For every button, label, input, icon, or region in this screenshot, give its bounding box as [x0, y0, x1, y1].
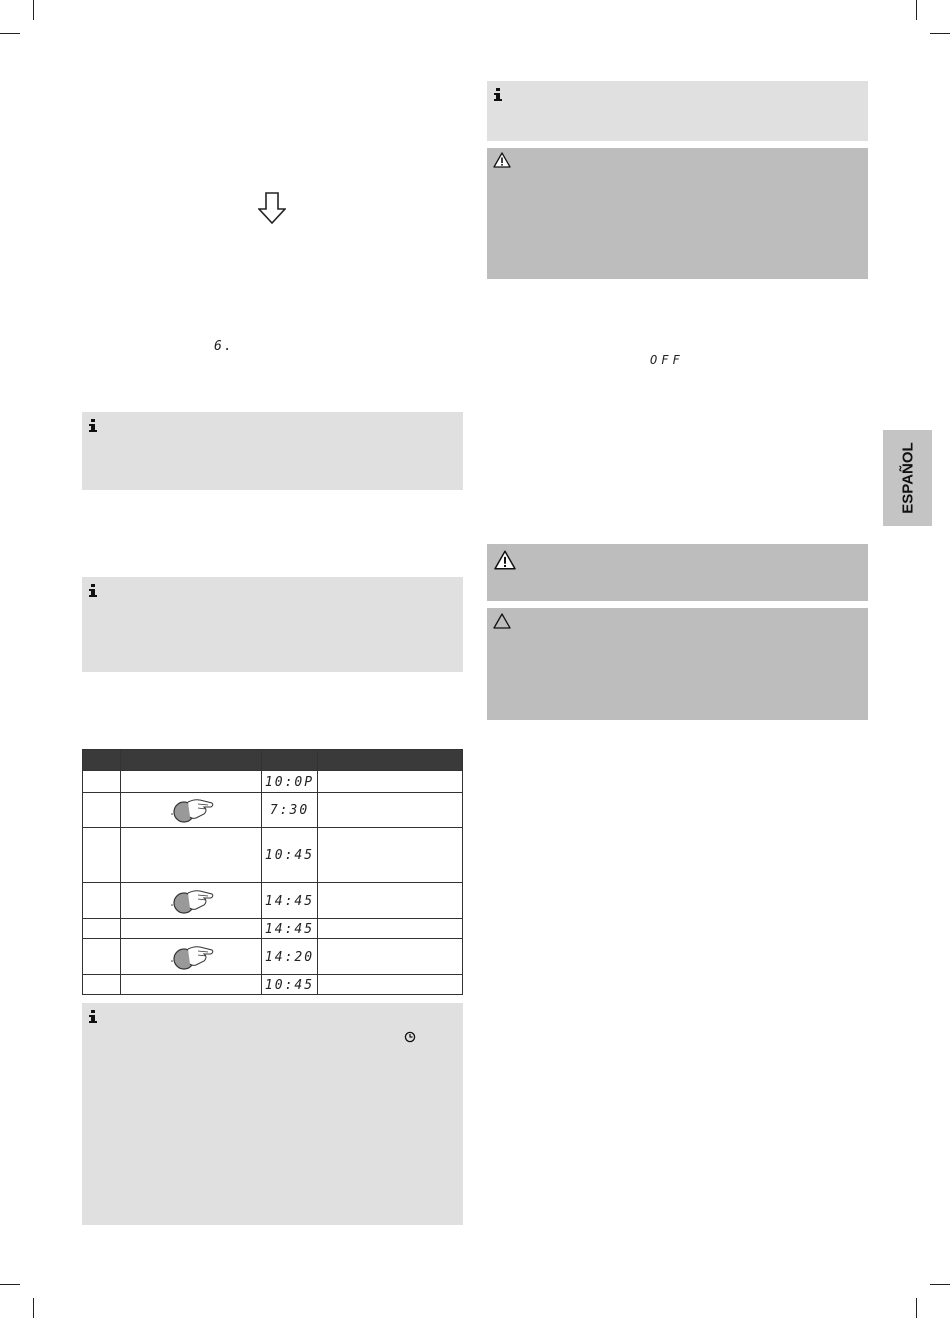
caution-triangle-icon [493, 613, 511, 629]
header-cell [261, 750, 318, 771]
step-cell [83, 939, 121, 975]
crop-mark [930, 33, 950, 34]
display-cell [261, 771, 318, 793]
action-cell [120, 975, 261, 995]
table-row [83, 883, 463, 919]
display-cell [261, 919, 318, 939]
display-cell [261, 883, 318, 919]
header-cell [120, 750, 261, 771]
table-row [83, 939, 463, 975]
display-cell [261, 828, 318, 883]
result-cell [318, 939, 463, 975]
caution-box [487, 608, 868, 720]
header-cell [83, 750, 121, 771]
display-readout: 14:45 [264, 921, 315, 937]
table-row [83, 771, 463, 793]
action-cell [120, 828, 261, 883]
info-box [487, 81, 868, 141]
off-display-mark: OFF [650, 353, 684, 367]
step-cell [83, 883, 121, 919]
display-cell [261, 793, 318, 828]
table-row [83, 919, 463, 939]
language-tab-label: ESPAÑOL [899, 442, 916, 514]
step-cell [83, 828, 121, 883]
step-cell [83, 793, 121, 828]
info-box [82, 412, 463, 490]
display-readout: 10:45 [264, 977, 315, 993]
action-cell [120, 793, 261, 828]
info-i-icon [88, 419, 98, 433]
language-tab [883, 430, 932, 526]
rotary-knob-hand-icon [168, 796, 214, 824]
crop-mark [916, 0, 917, 20]
info-box [82, 1003, 463, 1225]
table-row [83, 793, 463, 828]
warning-triangle-icon [493, 152, 511, 168]
table-header-row [83, 750, 463, 771]
result-cell [318, 975, 463, 995]
crop-mark [0, 33, 20, 34]
action-cell [120, 919, 261, 939]
clock-icon [404, 1031, 416, 1043]
table-row [83, 975, 463, 995]
step-number-mark: 6. [214, 339, 234, 354]
display-cell [261, 939, 318, 975]
step-cell [83, 771, 121, 793]
result-cell [318, 828, 463, 883]
rotary-knob-hand-icon [168, 943, 214, 971]
result-cell [318, 883, 463, 919]
display-readout: 10:0P [264, 774, 315, 790]
display-readout: 10:45 [264, 848, 315, 863]
rotary-knob-hand-icon [168, 887, 214, 915]
display-readout: 7:30 [269, 803, 310, 818]
crop-mark [0, 1284, 20, 1285]
crop-mark [33, 1298, 34, 1318]
crop-mark [33, 0, 34, 20]
info-box [82, 577, 463, 672]
step-cell [83, 919, 121, 939]
action-cell [120, 939, 261, 975]
table-row [83, 828, 463, 883]
warning-box [487, 148, 868, 279]
result-cell [318, 793, 463, 828]
display-readout: 14:20 [264, 949, 315, 965]
result-cell [318, 919, 463, 939]
crop-mark [930, 1284, 950, 1285]
info-i-icon [88, 584, 98, 598]
down-arrow-outline-icon [258, 192, 286, 224]
crop-mark [916, 1298, 917, 1318]
display-readout: 14:45 [264, 893, 315, 909]
header-cell [318, 750, 463, 771]
info-i-icon [88, 1010, 98, 1024]
action-cell [120, 883, 261, 919]
display-cell [261, 975, 318, 995]
warning-box [487, 544, 868, 601]
time-setting-table [82, 749, 463, 995]
step-cell [83, 975, 121, 995]
action-cell [120, 771, 261, 793]
info-i-icon [493, 88, 503, 102]
result-cell [318, 771, 463, 793]
warning-triangle-icon [493, 550, 517, 570]
